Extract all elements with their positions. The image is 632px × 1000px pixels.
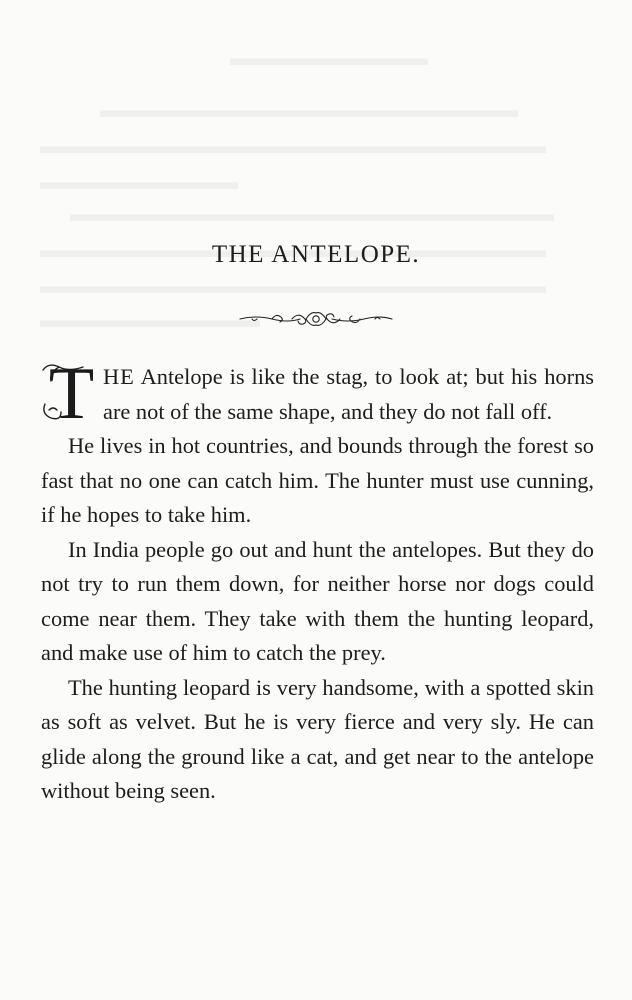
bleed-line [70, 196, 554, 232]
bleed-line [230, 40, 428, 76]
paragraph-1 [41, 353, 594, 435]
bleed-line [40, 268, 546, 304]
chapter-title: THE ANTELOPE. [211, 241, 421, 268]
paragraph-4: The hunting leopard is very handsome, with a spotted skin as soft as velvet. But he is very fierce and very sly. He can glide along the ground like a cat, and get near to the antelope without being seen. [41, 674, 594, 803]
paragraph-3: In India people go out and hunt the antelopes. But they do not try to run them down, for neither horse nor dogs could come near them. They take with them the hunting leopard, and make use of him to catch the prey. [41, 536, 594, 665]
drop-cap-letter: T [49, 353, 95, 435]
bleed-line [40, 164, 238, 200]
paragraph-1-lead: HE [103, 364, 135, 389]
bleed-line [100, 92, 518, 128]
floral-rule-ornament-icon [236, 308, 396, 330]
body-text [41, 353, 594, 809]
paragraph-1-text: Antelope is like the stag, to look at; but his horns are not of the same shape, and they do not fall off. [103, 364, 594, 424]
bleed-line [40, 302, 260, 338]
drop-cap [39, 353, 97, 435]
paragraph-2: He lives in hot countries, and bounds through the forest so fast that no one can catch him. The hunter must use cunning, if he hopes to take him. [41, 433, 594, 527]
bleed-line [40, 128, 546, 164]
